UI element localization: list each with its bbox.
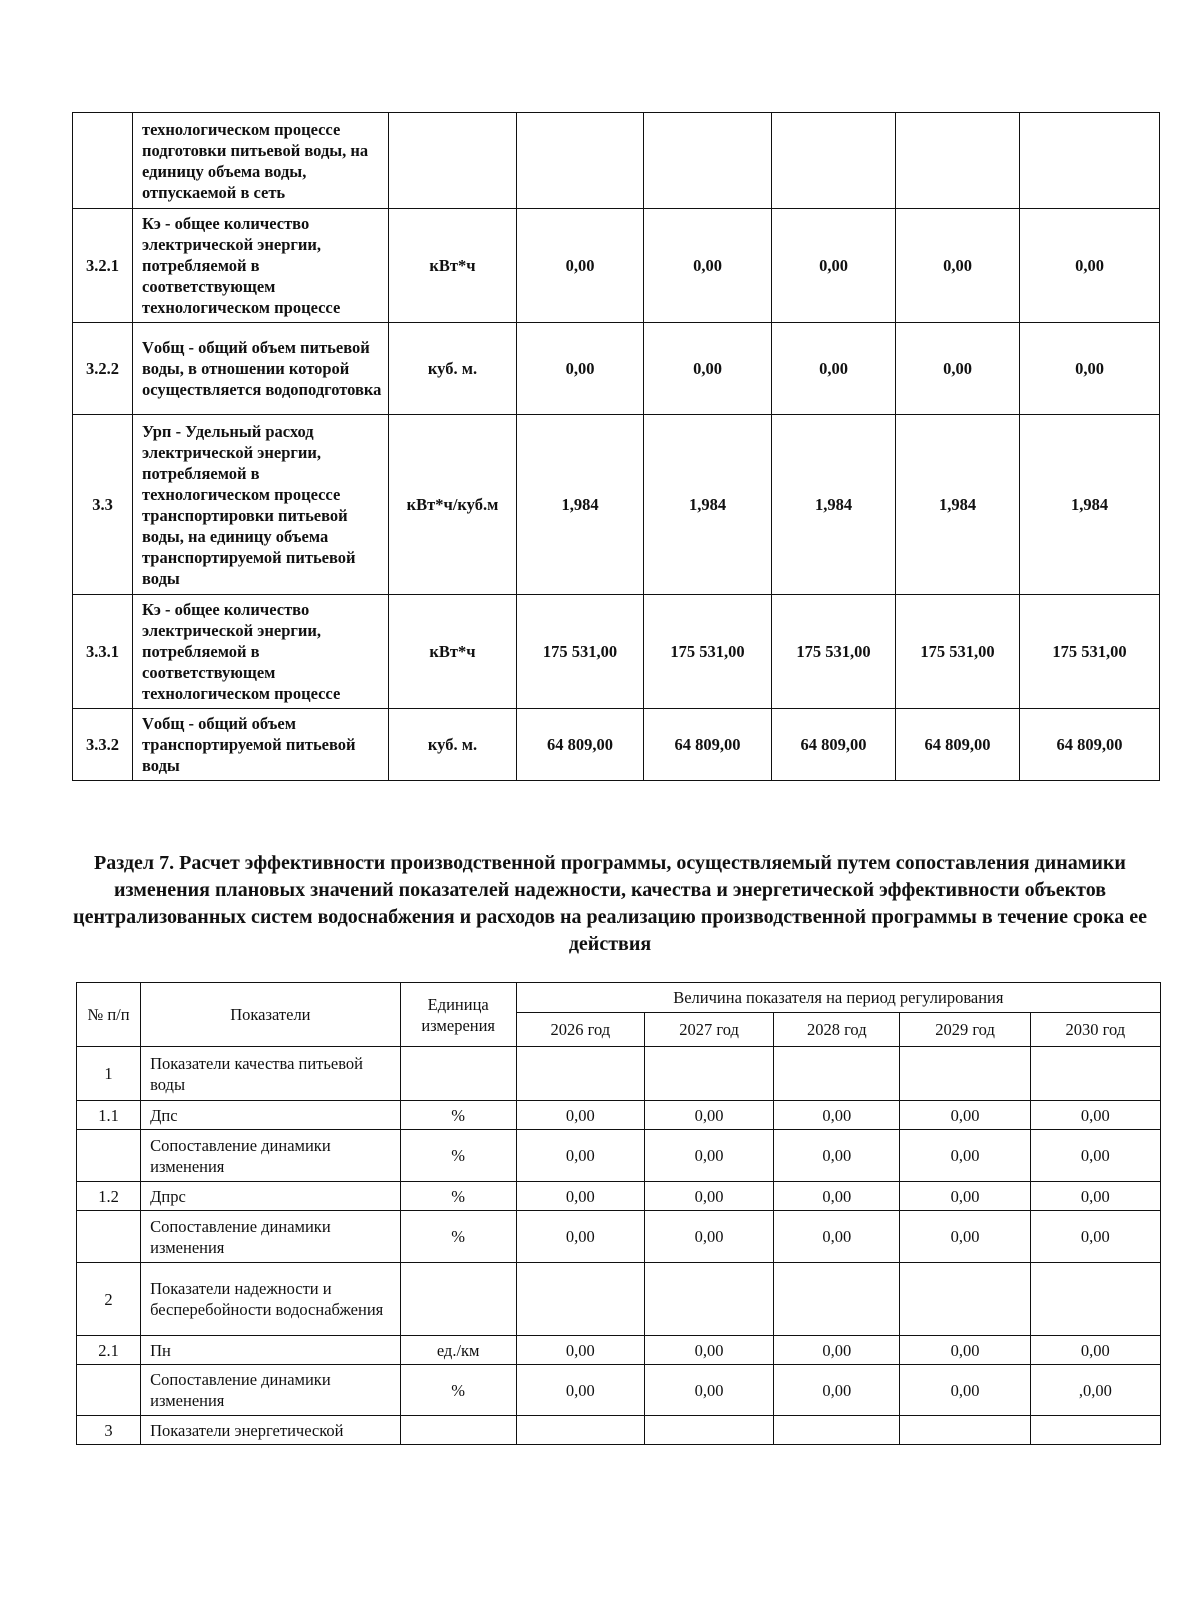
value-cell	[644, 113, 772, 209]
value-cell: 0,00	[517, 323, 644, 415]
value-cell: 0,00	[644, 1101, 773, 1130]
value-cell: 0,00	[644, 1130, 773, 1182]
value-cell: 0,00	[644, 1336, 773, 1365]
value-cell: 64 809,00	[644, 709, 772, 781]
value-cell: 0,00	[644, 1211, 773, 1263]
header-year: 2028 год	[774, 1013, 900, 1047]
indicator-name: Дпс	[141, 1101, 401, 1130]
indicator-name: Показатели качества питьевой воды	[141, 1047, 401, 1101]
value-cell: 0,00	[644, 209, 772, 323]
row-number: 3.3.2	[73, 709, 133, 781]
value-cell: 0,00	[516, 1130, 644, 1182]
value-cell	[644, 1047, 773, 1101]
value-cell: 175 531,00	[772, 595, 896, 709]
value-cell: 0,00	[896, 209, 1020, 323]
indicator-name: Кэ - общее количество электрической энергии, потребляемой в соответствующем технологическом процессе	[133, 209, 389, 323]
value-cell	[1030, 1263, 1160, 1336]
table-row	[73, 323, 1160, 415]
value-cell	[900, 1416, 1030, 1445]
header-year: 2029 год	[900, 1013, 1030, 1047]
header-year: 2030 год	[1030, 1013, 1160, 1047]
table-row	[73, 595, 1160, 709]
row-number: 1	[77, 1047, 141, 1101]
table-row	[77, 1211, 1161, 1263]
table-row	[77, 1101, 1161, 1130]
value-cell: 0,00	[1030, 1101, 1160, 1130]
indicator-name: Сопоставление динамики изменения	[141, 1211, 401, 1263]
row-number	[73, 113, 133, 209]
value-cell: 0,00	[900, 1182, 1030, 1211]
value-cell: 0,00	[772, 323, 896, 415]
indicator-name: Vобщ - общий объем питьевой воды, в отношении которой осуществляется водоподготовка	[133, 323, 389, 415]
value-cell: 0,00	[1020, 323, 1160, 415]
value-cell	[774, 1416, 900, 1445]
value-cell	[900, 1263, 1030, 1336]
unit	[400, 1047, 516, 1101]
row-number: 3.2.2	[73, 323, 133, 415]
value-cell: 0,00	[517, 209, 644, 323]
table-row	[73, 113, 1160, 209]
unit: ед./км	[400, 1336, 516, 1365]
row-number: 3.3.1	[73, 595, 133, 709]
value-cell: 0,00	[774, 1365, 900, 1416]
value-cell: 0,00	[774, 1101, 900, 1130]
value-cell: 1,984	[896, 415, 1020, 595]
header-indicators: Показатели	[141, 983, 401, 1047]
unit: куб. м.	[389, 709, 517, 781]
row-number: 3.3	[73, 415, 133, 595]
row-number: 1.1	[77, 1101, 141, 1130]
value-cell	[516, 1047, 644, 1101]
value-cell	[516, 1416, 644, 1445]
value-cell: 0,00	[896, 323, 1020, 415]
table-row	[77, 1130, 1161, 1182]
section-title: Раздел 7. Расчет эффективности производственной программы, осуществляемый путем сопоставления динамики изменения плановых значений показателей надежности, качества и энергетической эффективности объектов централизованных систем водоснабжения и расходов на реализацию производственной программы в течение срока ее действия	[73, 852, 1147, 955]
efficiency-indicators-table	[76, 982, 1161, 1445]
table-row	[77, 1182, 1161, 1211]
header-number: № п/п	[77, 983, 141, 1047]
value-cell: 1,984	[517, 415, 644, 595]
value-cell: 64 809,00	[517, 709, 644, 781]
value-cell	[516, 1263, 644, 1336]
value-cell: 1,984	[1020, 415, 1160, 595]
value-cell	[772, 113, 896, 209]
value-cell: 0,00	[900, 1336, 1030, 1365]
value-cell: 0,00	[774, 1211, 900, 1263]
value-cell: 0,00	[900, 1101, 1030, 1130]
unit: %	[400, 1211, 516, 1263]
value-cell: 64 809,00	[772, 709, 896, 781]
value-cell: 0,00	[516, 1336, 644, 1365]
indicator-name: Vобщ - общий объем транспортируемой питьевой воды	[133, 709, 389, 781]
table-row	[73, 709, 1160, 781]
value-cell: 0,00	[774, 1182, 900, 1211]
table-header-row	[77, 983, 1161, 1013]
value-cell: 0,00	[1030, 1182, 1160, 1211]
value-cell: 175 531,00	[644, 595, 772, 709]
value-cell: 0,00	[772, 209, 896, 323]
unit: %	[400, 1365, 516, 1416]
header-year: 2027 год	[644, 1013, 773, 1047]
unit	[389, 113, 517, 209]
row-number: 2.1	[77, 1336, 141, 1365]
indicator-name: Пн	[141, 1336, 401, 1365]
value-cell	[1030, 1416, 1160, 1445]
value-cell: 1,984	[772, 415, 896, 595]
value-cell: 0,00	[516, 1211, 644, 1263]
unit: кВт*ч	[389, 209, 517, 323]
indicator-name: технологическом процессе подготовки питьевой воды, на единицу объема воды, отпускаемой в сеть	[133, 113, 389, 209]
value-cell: 1,984	[644, 415, 772, 595]
row-number: 1.2	[77, 1182, 141, 1211]
indicator-name: Показатели надежности и бесперебойности водоснабжения	[141, 1263, 401, 1336]
energy-indicators-table	[72, 112, 1160, 781]
row-number	[77, 1130, 141, 1182]
value-cell: 0,00	[1030, 1336, 1160, 1365]
value-cell: 0,00	[774, 1336, 900, 1365]
unit: %	[400, 1101, 516, 1130]
unit	[400, 1263, 516, 1336]
value-cell: 175 531,00	[1020, 595, 1160, 709]
value-cell: 175 531,00	[517, 595, 644, 709]
value-cell: 0,00	[644, 1182, 773, 1211]
row-number	[77, 1211, 141, 1263]
value-cell: 0,00	[900, 1365, 1030, 1416]
indicator-name: Сопоставление динамики изменения	[141, 1365, 401, 1416]
value-cell: 0,00	[1030, 1211, 1160, 1263]
value-cell	[900, 1047, 1030, 1101]
unit: %	[400, 1182, 516, 1211]
table-row	[77, 1047, 1161, 1101]
row-number	[77, 1365, 141, 1416]
value-cell	[644, 1263, 773, 1336]
unit: кВт*ч	[389, 595, 517, 709]
indicator-name: Урп - Удельный расход электрической энергии, потребляемой в технологическом процессе транспортировки питьевой воды, на единицу объема транспортируемой питьевой воды	[133, 415, 389, 595]
value-cell: 0,00	[644, 323, 772, 415]
value-cell: 0,00	[644, 1365, 773, 1416]
table-row	[77, 1416, 1161, 1445]
table-row	[73, 415, 1160, 595]
unit: куб. м.	[389, 323, 517, 415]
value-cell: 0,00	[1030, 1130, 1160, 1182]
indicator-name: Дпрс	[141, 1182, 401, 1211]
value-cell	[774, 1047, 900, 1101]
table-row	[77, 1336, 1161, 1365]
table-row	[77, 1365, 1161, 1416]
indicator-name: Сопоставление динамики изменения	[141, 1130, 401, 1182]
value-cell: 175 531,00	[896, 595, 1020, 709]
value-cell	[517, 113, 644, 209]
value-cell	[644, 1416, 773, 1445]
value-cell	[774, 1263, 900, 1336]
header-unit: Единица измерения	[400, 983, 516, 1047]
value-cell	[896, 113, 1020, 209]
unit: %	[400, 1130, 516, 1182]
row-number: 3.2.1	[73, 209, 133, 323]
header-period: Величина показателя на период регулирования	[516, 983, 1160, 1013]
header-year: 2026 год	[516, 1013, 644, 1047]
value-cell: 0,00	[516, 1182, 644, 1211]
indicator-name: Кэ - общее количество электрической энергии, потребляемой в соответствующем технологическом процессе	[133, 595, 389, 709]
value-cell: 0,00	[900, 1130, 1030, 1182]
unit	[400, 1416, 516, 1445]
value-cell	[1020, 113, 1160, 209]
unit: кВт*ч/куб.м	[389, 415, 517, 595]
row-number: 2	[77, 1263, 141, 1336]
value-cell: 0,00	[900, 1211, 1030, 1263]
value-cell: 64 809,00	[1020, 709, 1160, 781]
value-cell: 64 809,00	[896, 709, 1020, 781]
value-cell: 0,00	[774, 1130, 900, 1182]
row-number: 3	[77, 1416, 141, 1445]
table-row	[73, 209, 1160, 323]
value-cell: ,0,00	[1030, 1365, 1160, 1416]
table-row	[77, 1263, 1161, 1336]
value-cell: 0,00	[1020, 209, 1160, 323]
value-cell: 0,00	[516, 1101, 644, 1130]
value-cell	[1030, 1047, 1160, 1101]
indicator-name: Показатели энергетической	[141, 1416, 401, 1445]
value-cell: 0,00	[516, 1365, 644, 1416]
